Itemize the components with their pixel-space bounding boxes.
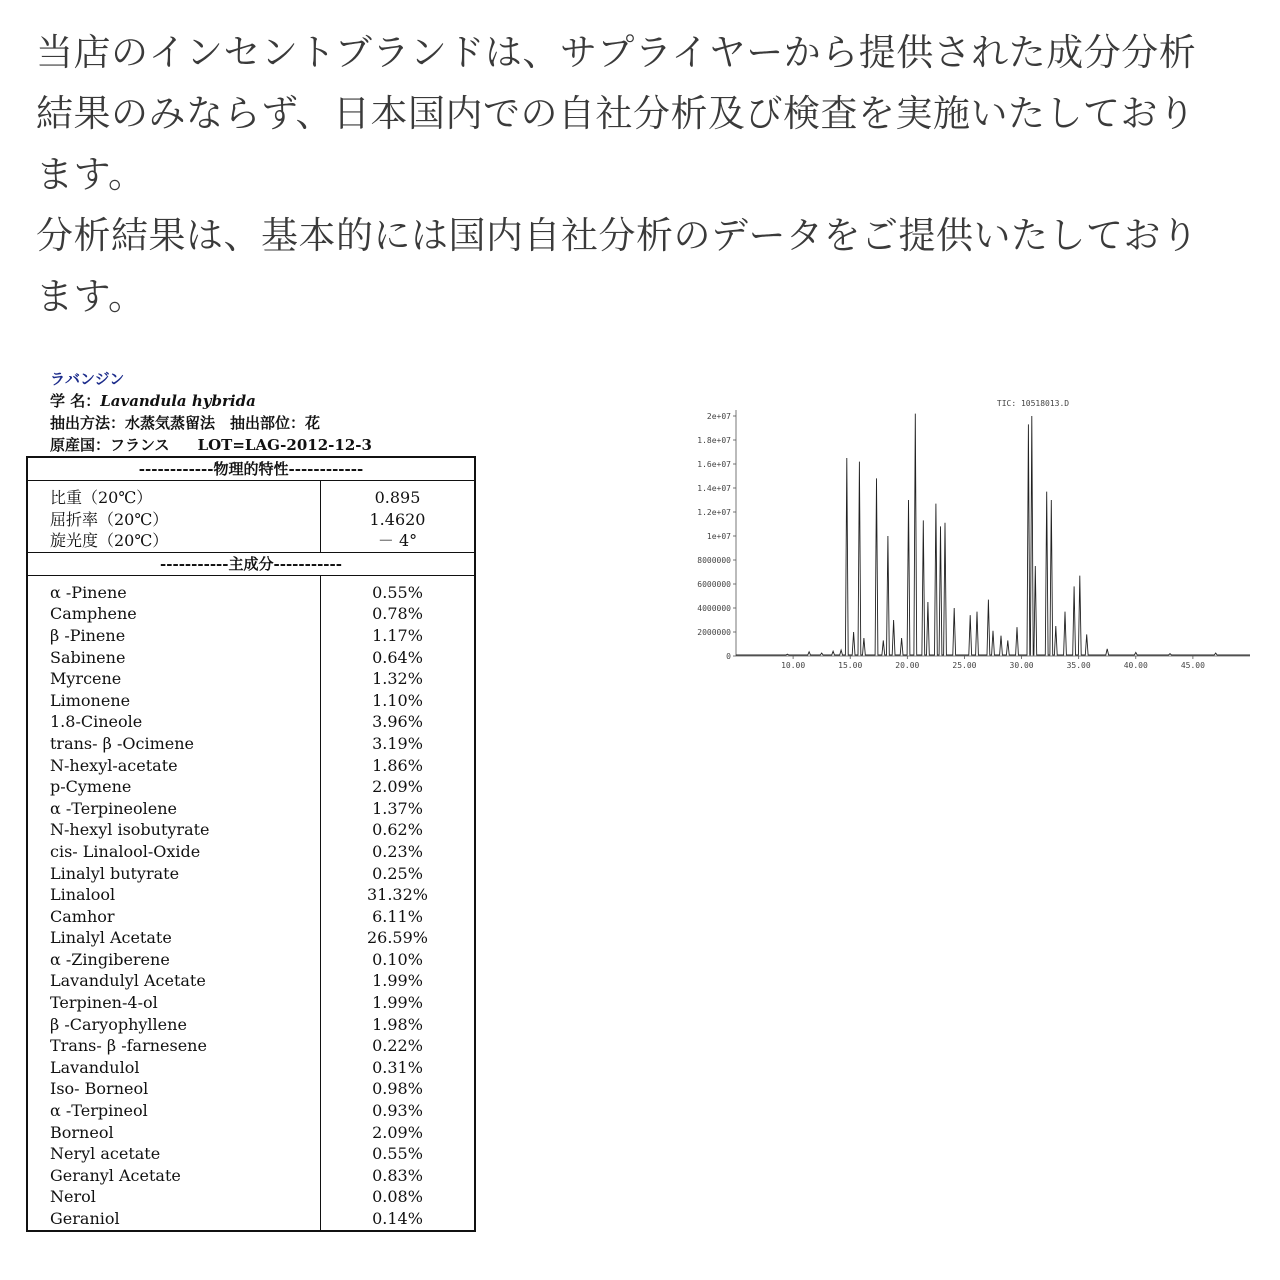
intro-text [36,22,1256,327]
component-value: 1.98% [372,1014,423,1034]
y-tick-label: 1.6e+07 [697,460,731,469]
component-row [27,603,475,625]
lot-number: LOT=LAG-2012-12-3 [197,436,372,454]
y-tick-label: 2e+07 [706,412,731,421]
latin-name: Lavandula hybrida [100,392,256,410]
component-name: Sabinene [27,647,321,669]
chromatogram [660,390,1260,680]
component-row [27,1186,475,1208]
component-value: 0.55% [372,582,423,602]
component-row [27,776,475,798]
latin-name-row: 学 名：Lavandula hybrida [50,392,256,410]
component-value: 0.55% [372,1144,423,1164]
component-value: 0.14% [372,1209,423,1228]
x-tick-label: 45.00 [1180,661,1205,670]
x-tick-label: 10.00 [781,661,806,670]
component-name: Linalyl butyrate [27,863,321,885]
component-row [27,711,475,733]
component-row [27,992,475,1014]
component-row [27,1057,475,1079]
component-value: 1.99% [372,993,423,1013]
product-name: ラバンジン [50,370,125,388]
component-name: Nerol [27,1186,321,1208]
component-row [27,625,475,647]
component-name: N-hexyl isobutyrate [27,819,321,841]
component-value: 0.83% [372,1165,423,1185]
component-name: α -Terpineol [27,1100,321,1122]
y-tick-label: 1.8e+07 [697,436,731,445]
component-name: Myrcene [27,668,321,690]
component-value: 0.10% [372,949,423,969]
y-tick-label: 2000000 [697,628,731,637]
x-tick-label: 25.00 [952,661,977,670]
component-value: 0.22% [372,1036,423,1056]
component-name: Trans- β -farnesene [27,1035,321,1057]
component-value: 1.37% [372,798,423,818]
physical-row [27,487,475,509]
y-tick-label: 8000000 [697,556,731,565]
component-row [27,949,475,971]
component-name: Geraniol [27,1208,321,1231]
physical-row [27,509,475,531]
component-name: α -Pinene [27,582,321,604]
x-tick-label: 15.00 [838,661,863,670]
physical-properties-header: ------------物理的特性------------ [27,457,475,481]
origin: 原産国：フランス [50,436,170,454]
component-value: 2.09% [372,777,423,797]
chromatogram-trace [736,414,1250,655]
component-value: 1.86% [372,755,423,775]
intro-line-1: 当店のインセントブランドは、サプライヤーから提供された成分分析 [36,31,1197,74]
component-row [27,582,475,604]
component-row [27,755,475,777]
component-name: Camhor [27,906,321,928]
component-row [27,1035,475,1057]
intro-line-3: ます。 [36,153,146,196]
y-tick-label: 1.2e+07 [697,508,731,517]
component-name: cis- Linalool-Oxide [27,841,321,863]
physical-name: 屈折率（20℃） [27,509,321,531]
y-tick-label: 1e+07 [706,532,731,541]
component-row [27,1100,475,1122]
physical-row [27,530,475,552]
component-value: 1.32% [372,669,423,689]
intro-line-5: ます。 [36,275,146,318]
component-name: trans- β -Ocimene [27,733,321,755]
component-value: 1.99% [372,971,423,991]
x-tick-label: 20.00 [895,661,920,670]
physical-name: 比重（20℃） [27,487,321,509]
y-tick-label: 6000000 [697,580,731,589]
physical-value: － 4° [377,531,418,551]
component-name: α -Zingiberene [27,949,321,971]
component-name: N-hexyl-acetate [27,755,321,777]
component-value: 0.08% [372,1187,423,1207]
component-value: 26.59% [366,928,428,948]
component-value: 0.98% [372,1079,423,1099]
component-row [27,884,475,906]
component-value: 0.25% [372,863,423,883]
component-row [27,1208,475,1231]
y-tick-label: 0 [726,652,731,661]
intro-line-2: 結果のみならず、日本国内での自社分析及び検査を実施いたしており [36,92,1196,135]
component-name: Terpinen-4-ol [27,992,321,1014]
component-value: 6.11% [372,906,423,926]
component-value: 1.10% [372,690,423,710]
component-name: Iso- Borneol [27,1078,321,1100]
component-name: α -Terpineolene [27,798,321,820]
component-row [27,647,475,669]
extraction-method: 抽出方法：水蒸気蒸留法 抽出部位：花 [50,414,321,432]
component-row [27,733,475,755]
component-name: Geranyl Acetate [27,1165,321,1187]
x-tick-label: 30.00 [1009,661,1034,670]
component-value: 0.78% [372,604,423,624]
physical-value: 1.4620 [369,509,426,529]
component-name: Neryl acetate [27,1143,321,1165]
component-row [27,819,475,841]
component-name: Lavandulol [27,1057,321,1079]
y-tick-label: 4000000 [697,604,731,613]
component-value: 0.31% [372,1057,423,1077]
component-value: 0.62% [372,820,423,840]
component-value: 31.32% [366,885,428,905]
component-row [27,1078,475,1100]
component-value: 3.96% [372,712,423,732]
component-row [27,841,475,863]
component-value: 1.17% [372,625,423,645]
component-name: β -Pinene [27,625,321,647]
component-name: Linalyl Acetate [27,927,321,949]
chromatogram-svg [660,390,1260,680]
components-header: -----------主成分----------- [27,552,475,575]
component-name: Limonene [27,690,321,712]
physical-name: 旋光度（20℃） [27,530,321,552]
component-row [27,1165,475,1187]
component-name: β -Caryophyllene [27,1014,321,1036]
component-row [27,863,475,885]
component-name: 1.8-Cineole [27,711,321,733]
x-tick-label: 40.00 [1123,661,1148,670]
component-value: 0.64% [372,647,423,667]
component-value: 2.09% [372,1122,423,1142]
intro-line-4: 分析結果は、基本的には国内自社分析のデータをご提供いたしており [36,214,1199,257]
origin-row [26,434,476,456]
component-name: p-Cymene [27,776,321,798]
component-row [27,668,475,690]
component-name: Borneol [27,1122,321,1144]
analysis-table [26,456,476,1232]
y-tick-label: 1.4e+07 [697,484,731,493]
component-value: 0.23% [372,841,423,861]
physical-value: 0.895 [374,488,421,507]
component-row [27,906,475,928]
component-name: Linalool [27,884,321,906]
component-row [27,927,475,949]
component-name: Camphene [27,603,321,625]
component-row [27,1122,475,1144]
component-row [27,690,475,712]
x-tick-label: 35.00 [1066,661,1091,670]
component-value: 0.93% [372,1101,423,1121]
component-row [27,1143,475,1165]
component-row [27,970,475,992]
component-row [27,798,475,820]
component-value: 3.19% [372,733,423,753]
component-row [27,1014,475,1036]
chart-title: TIC: 10518013.D [996,399,1070,408]
component-name: Lavandulyl Acetate [27,970,321,992]
spec-sheet [26,368,476,1232]
